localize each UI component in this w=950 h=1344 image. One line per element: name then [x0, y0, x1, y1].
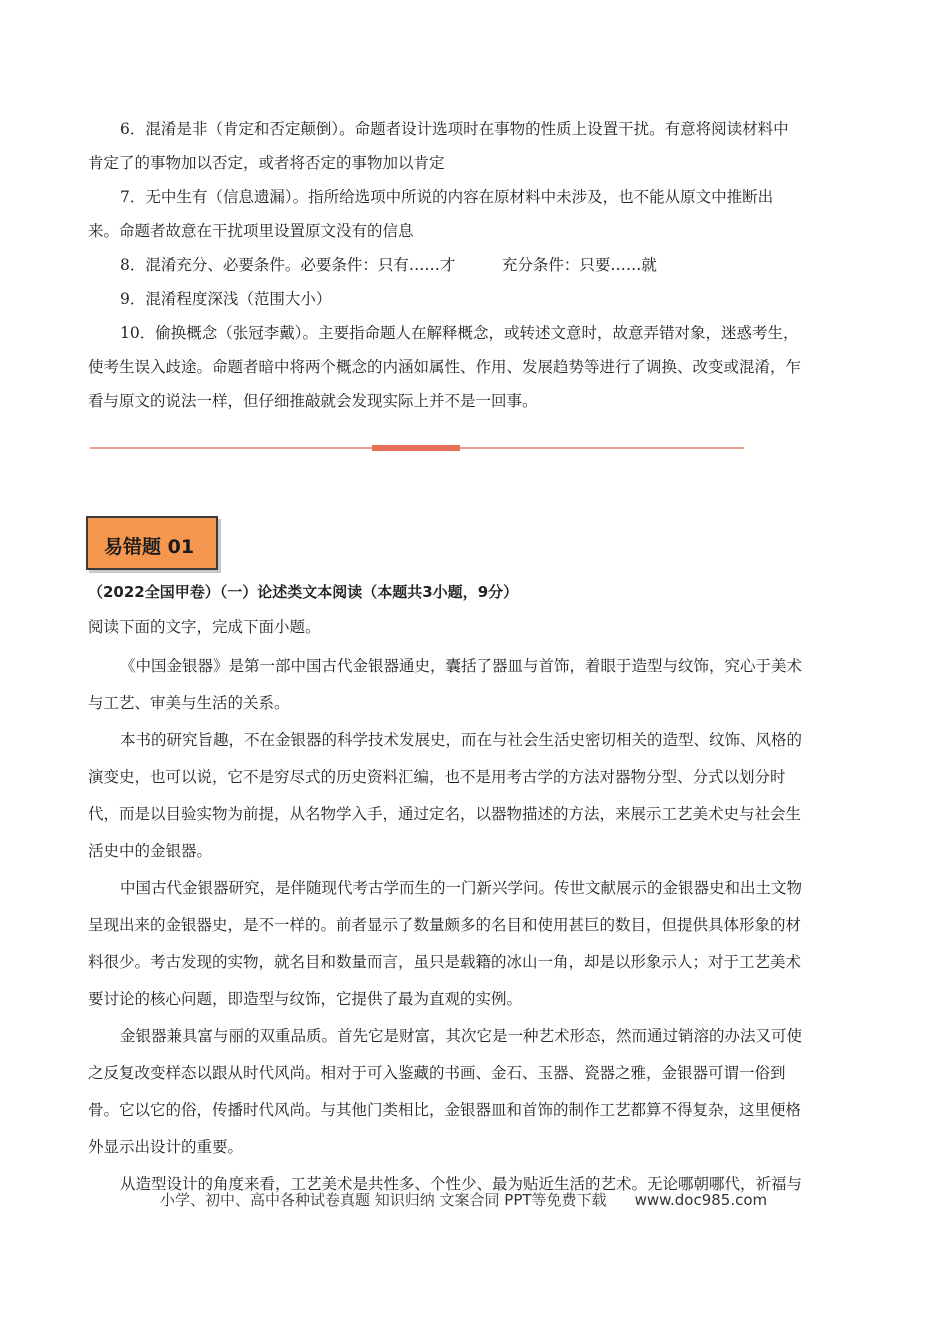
footer-url[interactable]: www.doc985.com [634, 1191, 768, 1209]
list-item-8: 8．混淆充分、必要条件。必要条件：只有……才 充分条件：只要……就 [120, 256, 657, 274]
passage-line: 代，而是以目验实物为前提，从名物学入手，通过定名，以器物描述的方法，来展示工艺美术史与社会生 [88, 805, 802, 823]
passage-line: 之反复改变样态以跟从时代风尚。相对于可入鉴藏的书画、金石、玉器、瓷器之雅，金银器可谓一俗到 [88, 1064, 786, 1082]
passage-line: 与工艺、审美与生活的关系。 [88, 694, 290, 712]
error-prone-question-badge [86, 516, 218, 570]
list-item-7-line1: 7．无中生有（信息遗漏）。指所给选项中所说的内容在原材料中未涉及，也不能从原文中推断出 [120, 188, 774, 206]
badge-label: 易错题 01 [104, 536, 195, 558]
passage-line: 料很少。考古发现的实物，就名目和数量而言，虽只是载籍的冰山一角，却是以形象示人；对于工艺美术 [88, 953, 802, 971]
passage-line: 活史中的金银器。 [88, 842, 213, 860]
page-footer [160, 1188, 767, 1212]
passage-line: 要讨论的核心问题，即造型与纹饰，它提供了最为直观的实例。 [88, 990, 523, 1008]
passage-line: 呈现出来的金银器史，是不一样的。前者显示了数量颇多的名目和使用甚巨的数目，但提供具体形象的材 [88, 916, 802, 934]
passage-line: 骨。它以它的俗，传播时代风尚。与其他门类相比，金银器皿和首饰的制作工艺都算不得复杂，这里便格 [88, 1101, 802, 1119]
list-item-10-line3: 看与原文的说法一样，但仔细推敲就会发现实际上并不是一回事。 [88, 392, 538, 410]
passage-line: 金银器兼具富与丽的双重品质。首先它是财富，其次它是一种艺术形态，然而通过销溶的办法又可使 [120, 1027, 803, 1045]
passage-line: 外显示出设计的重要。 [88, 1138, 244, 1156]
passage-line: 中国古代金银器研究，是伴随现代考古学而生的一门新兴学问。传世文献展示的金银器史和出土文物 [120, 879, 803, 897]
list-item-10-line2: 使考生误入歧途。命题者暗中将两个概念的内涵如属性、作用、发展趋势等进行了调换、改变或混淆，乍 [88, 358, 802, 376]
passage-line: 从造型设计的角度来看，工艺美术是共性多、个性少、最为贴近生活的艺术。无论哪朝哪代，祈福与 [120, 1175, 803, 1193]
list-item-10-line1: 10．偷换概念（张冠李戴）。主要指命题人在解释概念，或转述文意时，故意弄错对象，迷惑考生， [120, 324, 799, 342]
list-item-9: 9．混淆程度深浅（范围大小） [120, 290, 332, 308]
distractor-list [88, 112, 860, 418]
reading-instruction: 阅读下面的文字，完成下面小题。 [88, 618, 321, 636]
list-item-6-line2: 肯定了的事物加以否定，或者将否定的事物加以肯定 [88, 154, 445, 172]
reading-passage [88, 648, 860, 1203]
list-item-6-line1: 6．混淆是非（肯定和否定颠倒）。命题者设计选项时在事物的性质上设置干扰。有意将阅读材料中 [120, 120, 789, 138]
list-item-7-line2: 来。命题者故意在干扰项里设置原文没有的信息 [88, 222, 414, 240]
question-source: （2022全国甲卷）（一）论述类文本阅读（本题共3小题，9分） [88, 583, 519, 601]
footer-text: 小学、初中、高中各种试卷真题 知识归纳 文案合同 PPT等免费下载 [160, 1191, 607, 1209]
passage-line: 本书的研究旨趣，不在金银器的科学技术发展史，而在与社会生活史密切相关的造型、纹饰、风格的 [120, 731, 803, 749]
passage-line: 《中国金银器》是第一部中国古代金银器通史，囊括了器皿与首饰，着眼于造型与纹饰，究心于美术 [120, 657, 803, 675]
passage-line: 演变史，也可以说，它不是穷尽式的历史资料汇编，也不是用考古学的方法对器物分型、分式以划分时 [88, 768, 786, 786]
section-divider-accent [372, 445, 460, 451]
